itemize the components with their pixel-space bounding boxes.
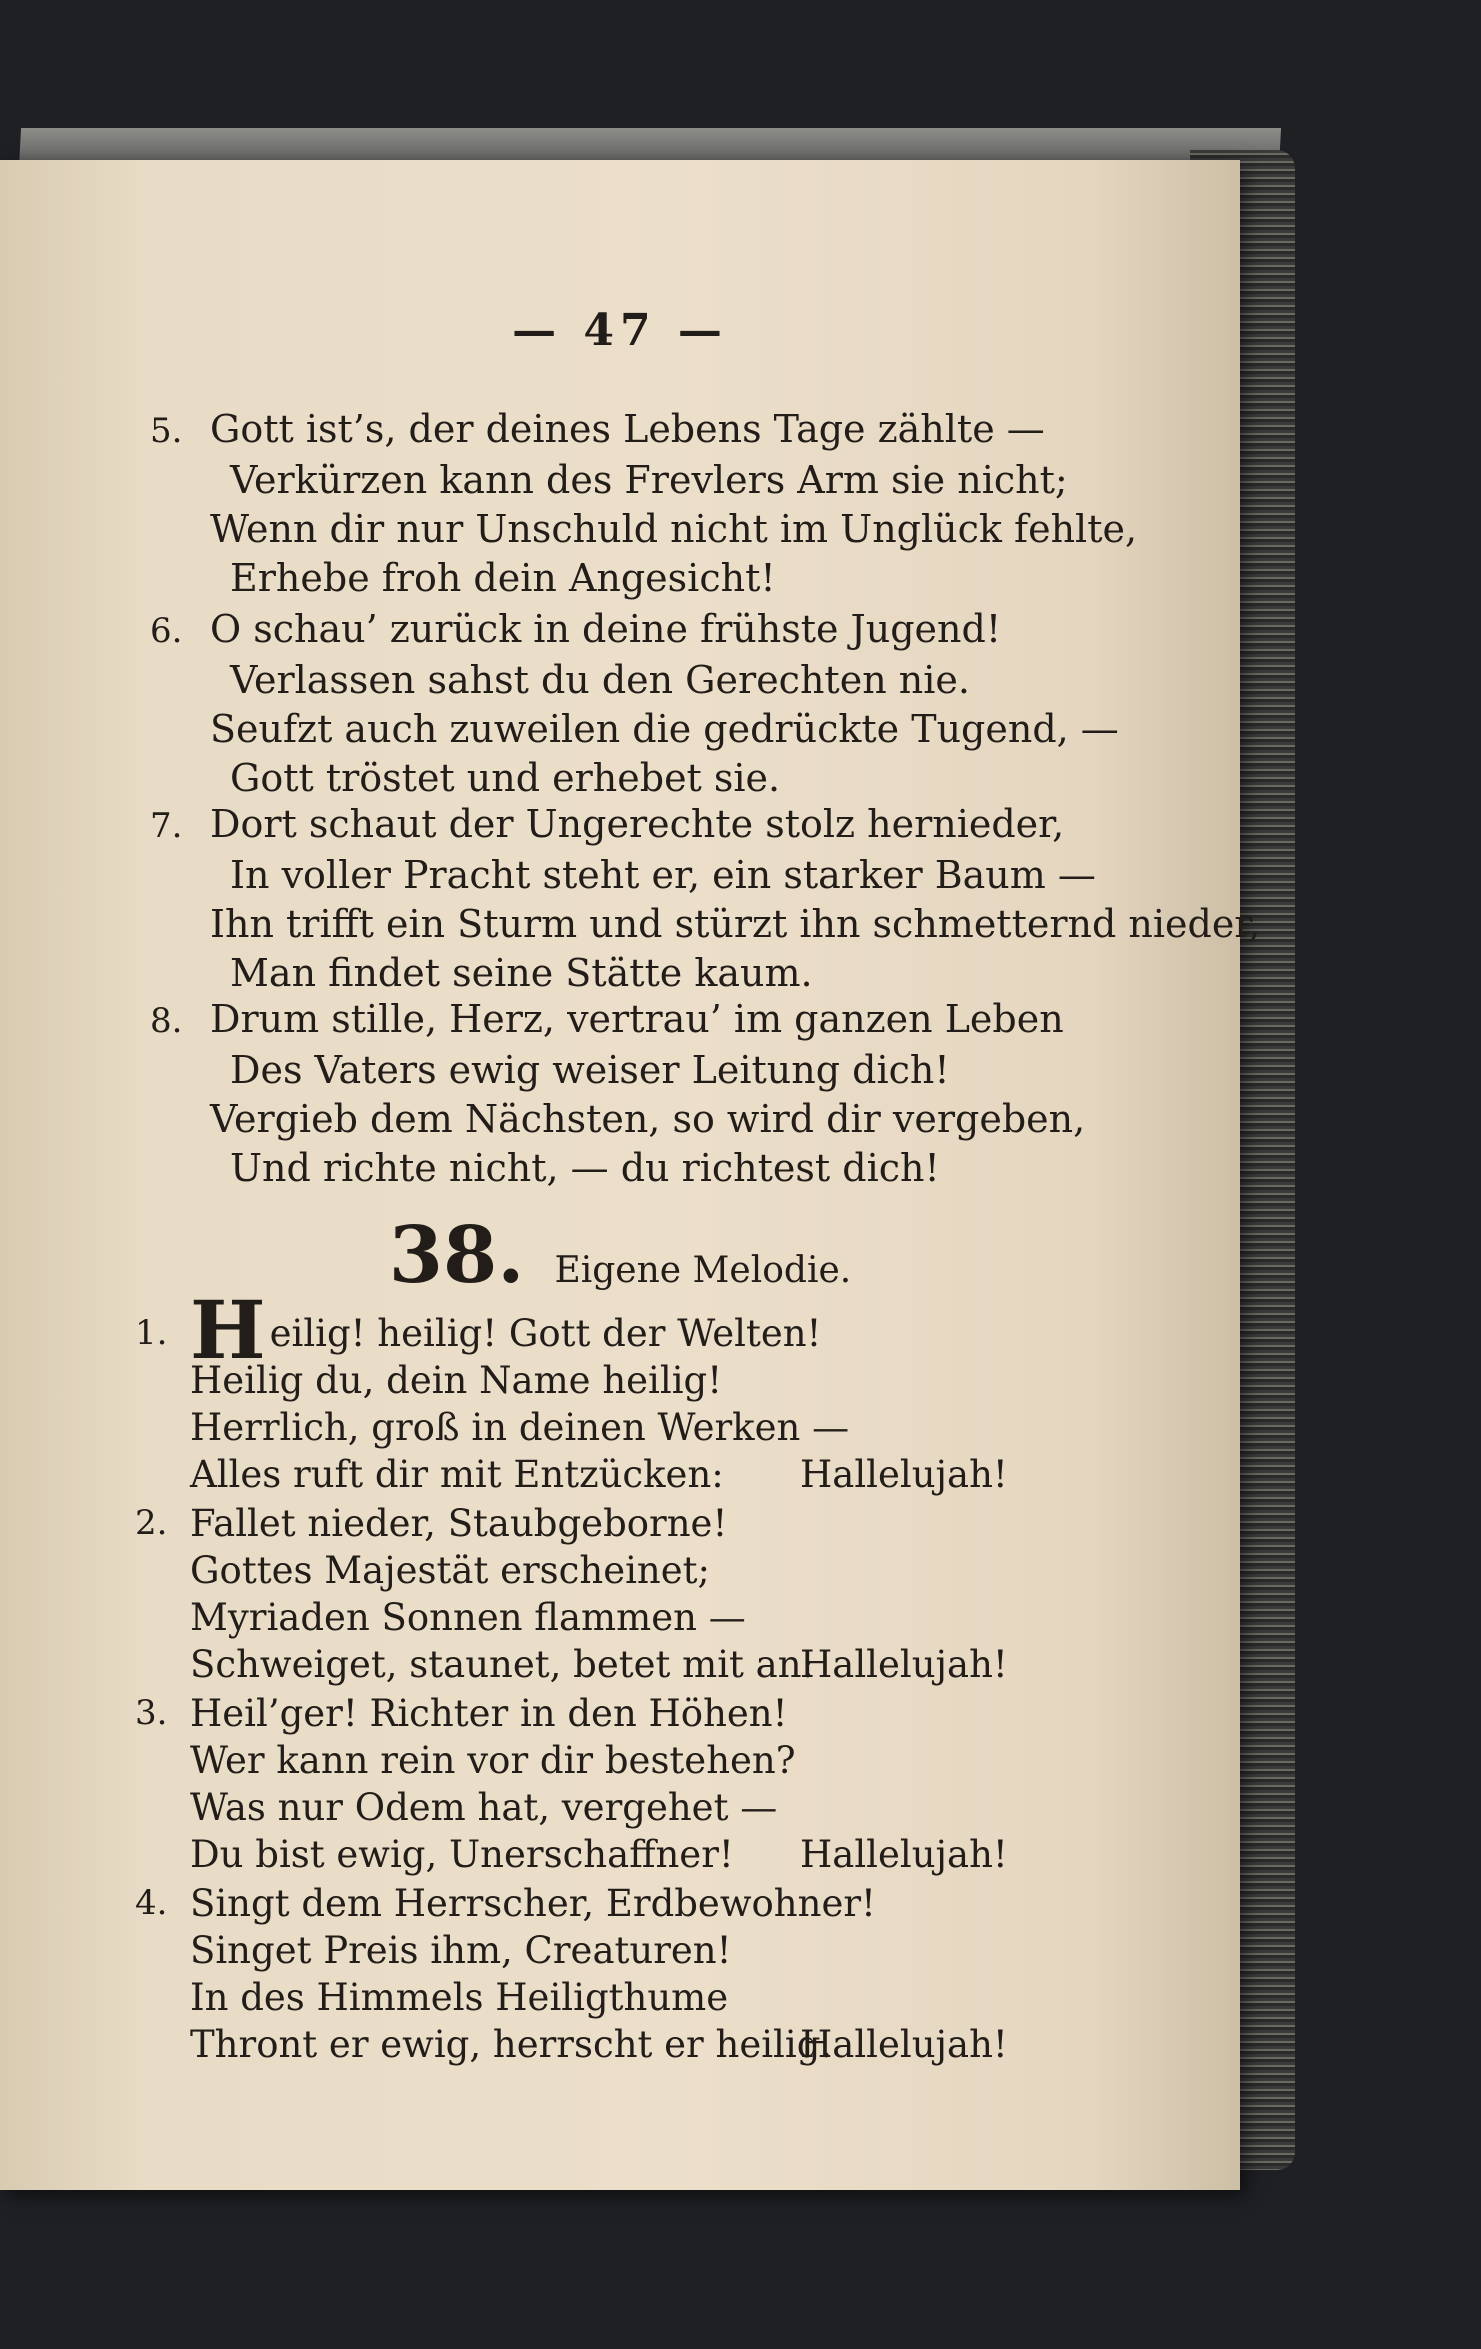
verse-line: Was nur Odem hat, vergehet —: [190, 1786, 778, 1829]
refrain: Hallelujah!: [800, 1643, 1008, 1686]
verse-line: Erhebe froh dein Angesicht!: [230, 556, 776, 600]
verse-line: Verkürzen kann des Frevlers Arm sie nicht;: [230, 458, 1068, 502]
stanza-6: [150, 605, 1119, 803]
drop-cap: H: [190, 1283, 266, 1377]
stanza-number: 4.: [135, 1883, 168, 1923]
hymn38-stanza-1: [135, 1283, 1090, 1498]
hymn38-stanza-4: [135, 1880, 1090, 2068]
page-number: — 47 —: [512, 305, 728, 356]
verse-line: Drum stille, Herz, vertrau’ im ganzen Leben: [210, 997, 1064, 1041]
verse-line: Verlassen sahst du den Gerechten nie.: [230, 658, 970, 702]
verse-line: Wenn dir nur Unschuld nicht im Unglück fehlte,: [210, 507, 1138, 551]
hymn-heading: [0, 1210, 1240, 1301]
verse-line: In des Himmels Heiligthume: [190, 1976, 729, 2019]
verse-line: O schau’ zurück in deine frühste Jugend!: [210, 607, 1002, 651]
verse-line: Des Vaters ewig weiser Leitung dich!: [230, 1048, 950, 1092]
hymn38-stanza-3: [135, 1690, 1090, 1878]
verse-line: Thront er ewig, herrscht er heilig.: [190, 2023, 833, 2066]
stanza-5: [150, 405, 1138, 603]
stanza-7: [150, 800, 1261, 998]
refrain: Hallelujah!: [800, 2023, 1008, 2066]
verse-line: Singet Preis ihm, Creaturen!: [190, 1929, 732, 1972]
refrain: Hallelujah!: [800, 1453, 1008, 1496]
verse-line: Gottes Majestät erscheinet;: [190, 1549, 710, 1592]
stanza-number: 3.: [135, 1693, 168, 1733]
hymn-melody: Eigene Melodie.: [554, 1250, 852, 1291]
verse-line: Man findet seine Stätte kaum.: [230, 951, 813, 995]
stanza-8: [150, 995, 1110, 1193]
stanza-number: 2.: [135, 1503, 168, 1543]
stanza-number: 6.: [150, 611, 183, 651]
stanza-number: 7.: [150, 806, 183, 846]
hymn38-stanza-2: [135, 1500, 1090, 1688]
verse-line: eilig! heilig! Gott der Welten!: [269, 1312, 822, 1355]
verse-line: In voller Pracht steht er, ein starker Baum —: [230, 853, 1096, 897]
verse-line: Vergieb dem Nächsten, so wird dir vergeben,: [210, 1097, 1086, 1141]
stanza-number: 5.: [150, 411, 183, 451]
verse-line: Myriaden Sonnen flammen —: [190, 1596, 746, 1639]
verse-line: Gott ist’s, der deines Lebens Tage zählte —: [210, 407, 1045, 451]
verse-line: Alles ruft dir mit Entzücken:: [190, 1453, 724, 1496]
verse-line: Und richte nicht, — du richtest dich!: [230, 1146, 940, 1190]
verse-line: Ihn trifft ein Sturm und stürzt ihn schmetternd nieder,: [210, 902, 1261, 946]
verse-line: Seufzt auch zuweilen die gedrückte Tugend, —: [210, 707, 1119, 751]
refrain: Hallelujah!: [800, 1833, 1008, 1876]
verse-line: Wer kann rein vor dir bestehen?: [190, 1739, 796, 1782]
verse-line: Gott tröstet und erhebet sie.: [230, 756, 781, 800]
verse-line: Schweiget, staunet, betet mit an:: [190, 1643, 815, 1686]
stanza-number: 8.: [150, 1001, 183, 1041]
verse-line: Herrlich, groß in deinen Werken —: [190, 1406, 850, 1449]
verse-line: Du bist ewig, Unerschaffner!: [190, 1833, 734, 1876]
verse-line: Fallet nieder, Staubgeborne!: [190, 1502, 728, 1545]
hymn-number: 38.: [388, 1210, 525, 1301]
stanza-number: 1.: [135, 1313, 168, 1353]
verse-line: Dort schaut der Ungerechte stolz hernieder,: [210, 802, 1065, 846]
verse-line: Singt dem Herrscher, Erdbewohner!: [190, 1882, 876, 1925]
verse-line: Heil’ger! Richter in den Höhen!: [190, 1692, 788, 1735]
book-page: [0, 160, 1261, 2190]
verse-line: Heilig du, dein Name heilig!: [190, 1359, 723, 1402]
